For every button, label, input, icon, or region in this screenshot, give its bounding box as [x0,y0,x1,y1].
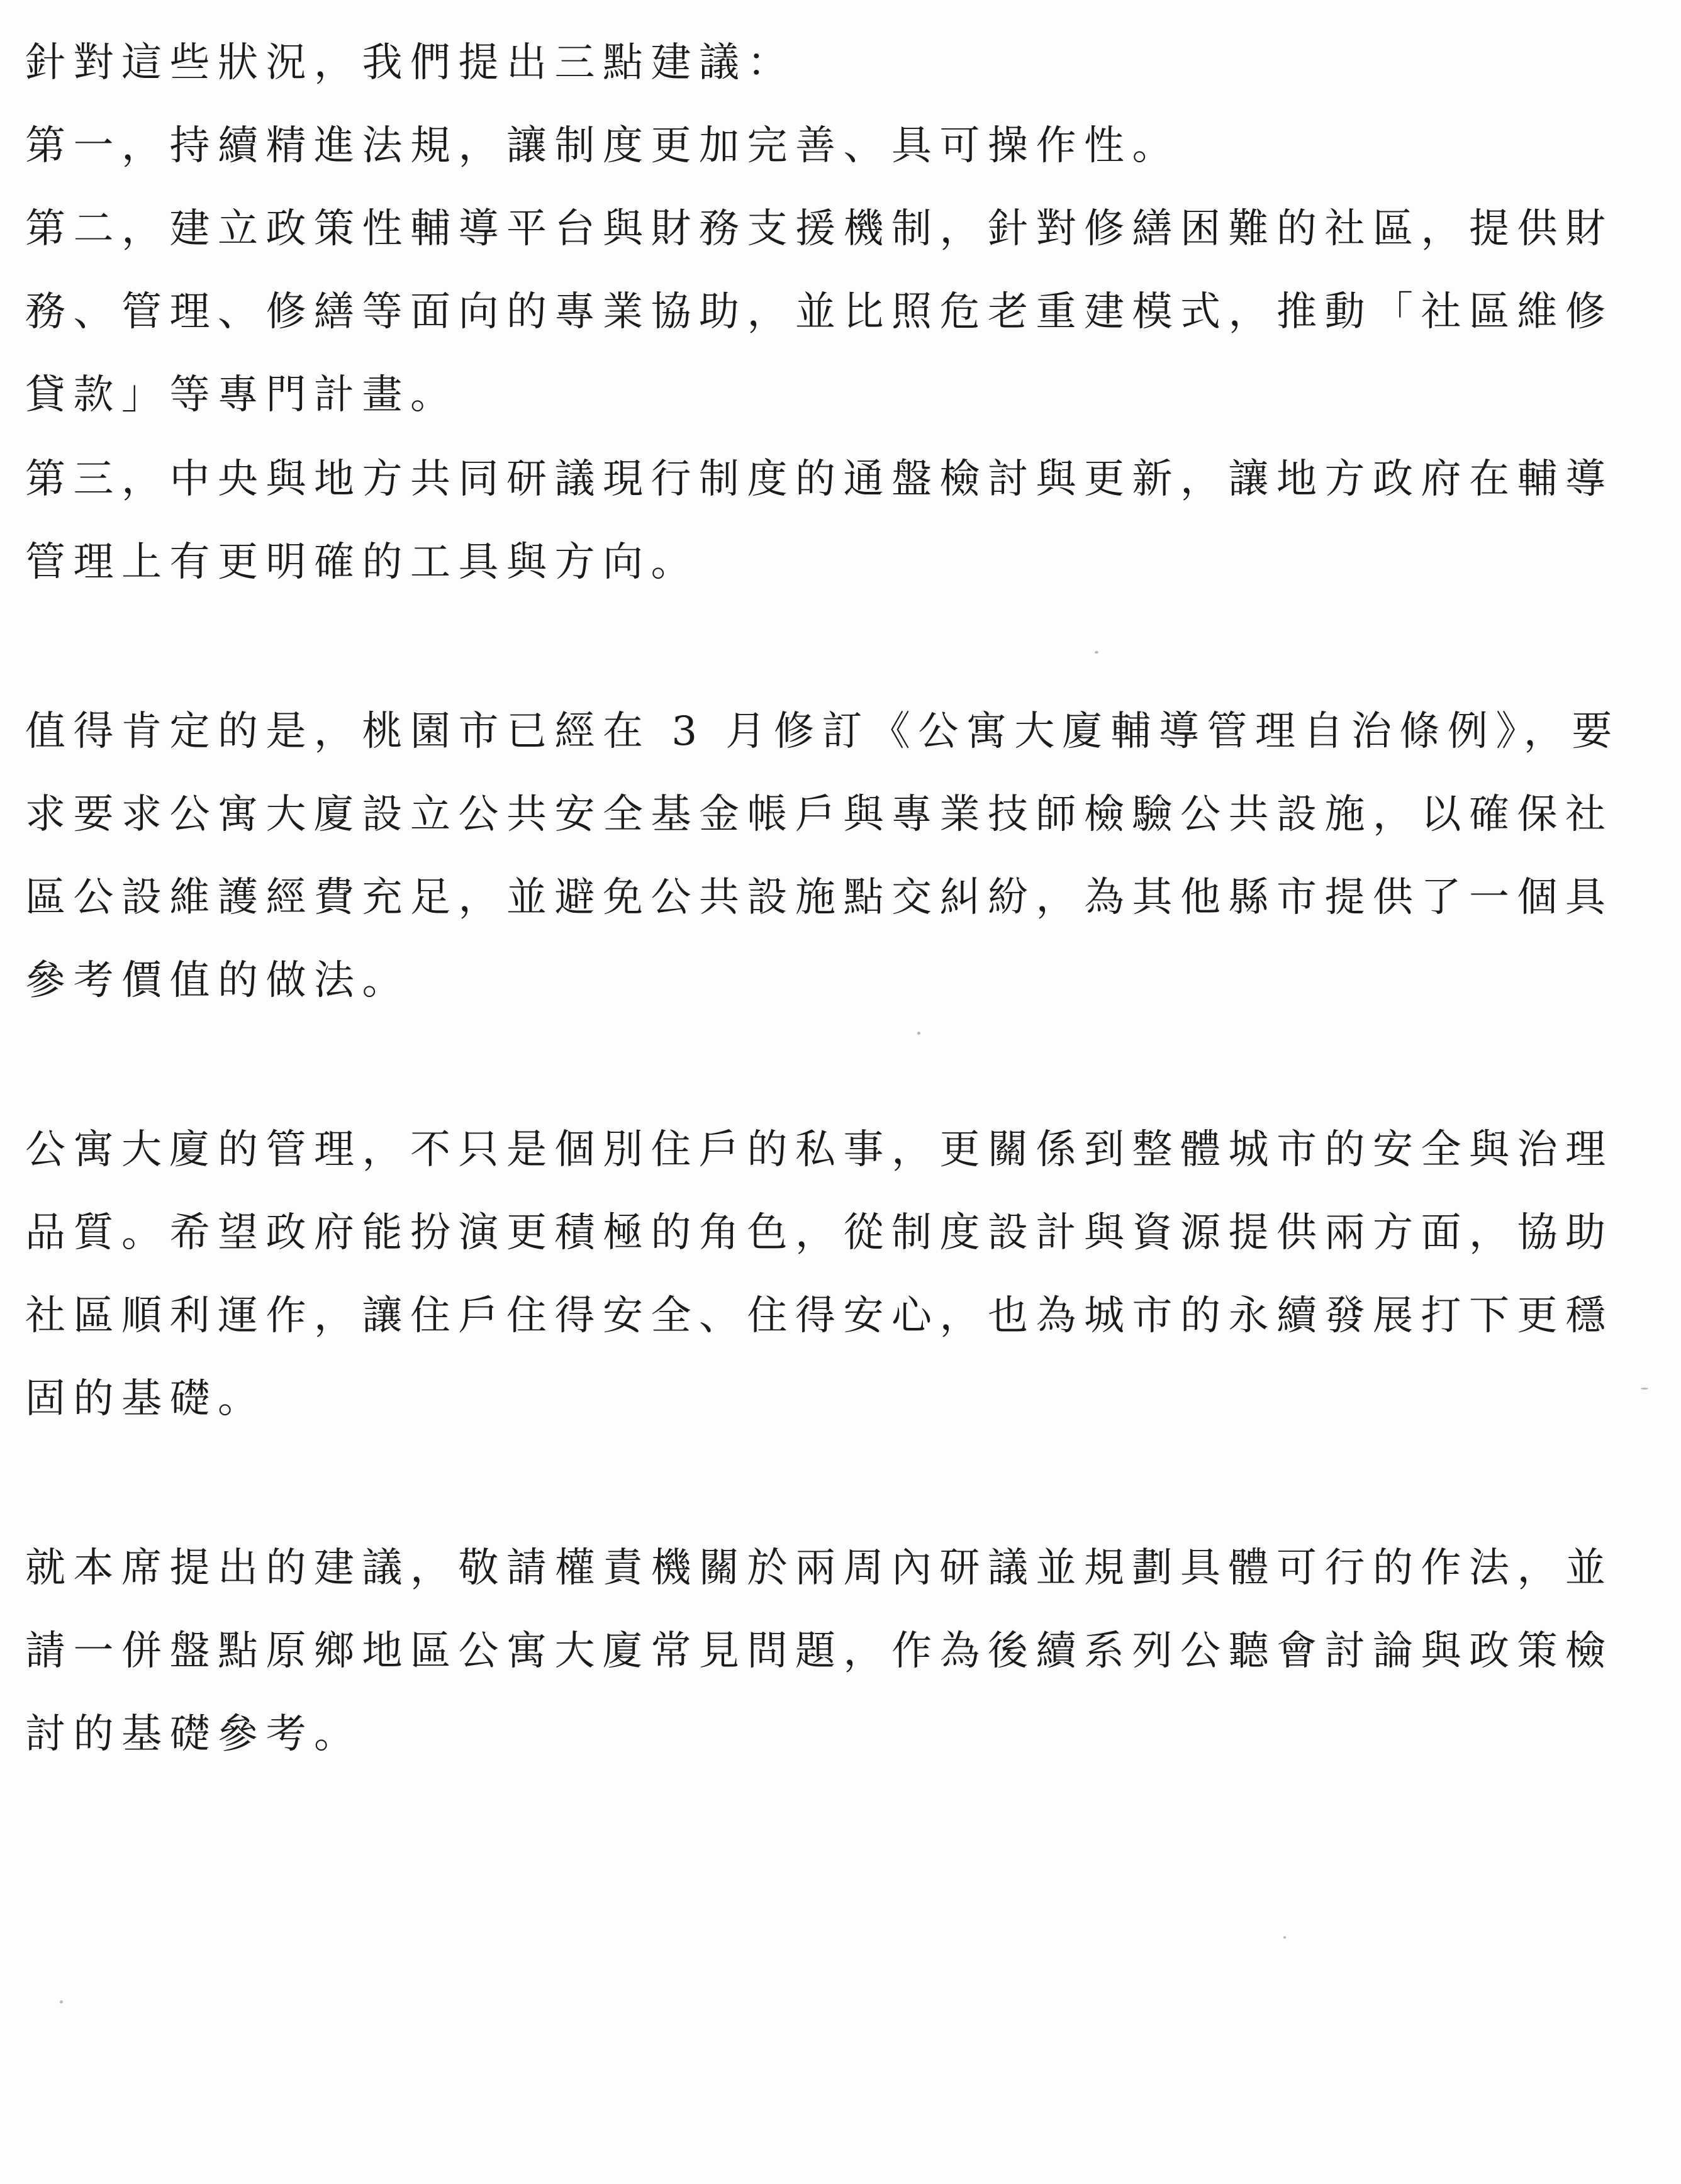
management-paragraph-line-3: 社區順利運作，讓住戶住得安全、住得安心，也為城市的永續發展打下更穩 [25,1293,1614,1339]
scan-speck [1283,1936,1286,1939]
request-paragraph-line-3: 討的基礎參考。 [25,1711,362,1758]
request-paragraph-line-2: 請一併盤點原鄉地區公寓大廈常見問題，作為後續系列公聽會討論與政策檢 [25,1628,1614,1674]
recommendation-3-line-1: 第三，中央與地方共同研議現行制度的通盤檢討與更新，讓地方政府在輔導 [25,456,1614,503]
recommendation-2-line-2: 務、管理、修繕等面向的專業協助，並比照危老重建模式，推動「社區維修 [25,289,1614,335]
management-paragraph-line-4: 固的基礎。 [25,1376,266,1422]
recommendation-1-line: 第一，持續精進法規，讓制度更加完善、具可操作性。 [25,123,1180,169]
management-paragraph-line-2: 品質。希望政府能扮演更積極的角色，從制度設計與資源提供兩方面，協助 [25,1210,1614,1256]
recommendation-2-line-1: 第二，建立政策性輔導平台與財務支援機制，針對修繕困難的社區，提供財 [25,206,1614,252]
recommendation-3-line-2: 管理上有更明確的工具與方向。 [25,539,699,586]
intro-line: 針對這些狀況，我們提出三點建議： [25,40,795,86]
scan-speck [917,1032,920,1035]
taoyuan-paragraph-line-2: 求要求公寓大廈設立公共安全基金帳戶與專業技師檢驗公共設施，以確保社 [25,791,1614,838]
request-paragraph-line-1: 就本席提出的建議，敬請權責機關於兩周內研議並規劃具體可行的作法，並 [25,1545,1614,1591]
scan-speck [60,2000,63,2003]
scan-speck [1641,1388,1648,1390]
taoyuan-paragraph-line-1: 值得肯定的是，桃園市已經在 3 月修訂《公寓大廈輔導管理自治條例》，要 [25,708,1620,755]
recommendation-2-line-3: 貸款」等專門計畫。 [25,372,459,418]
taoyuan-paragraph-line-4: 參考價值的做法。 [25,957,410,1004]
scan-speck [1095,651,1098,654]
management-paragraph-line-1: 公寓大廈的管理，不只是個別住戶的私事，更關係到整體城市的安全與治理 [25,1127,1614,1173]
taoyuan-paragraph-line-3: 區公設維護經費充足，並避免公共設施點交糾紛，為其他縣市提供了一個具 [25,874,1614,921]
